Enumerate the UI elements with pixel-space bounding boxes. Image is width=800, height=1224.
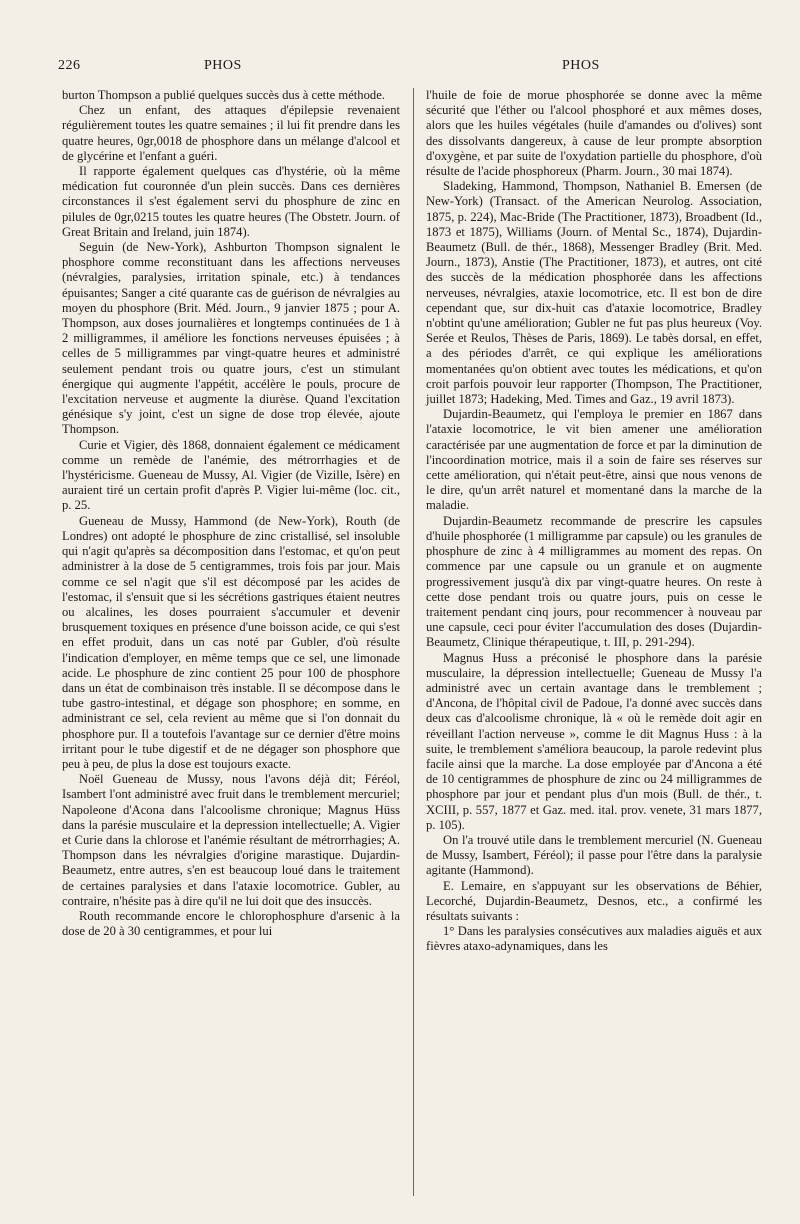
paragraph: Chez un enfant, des attaques d'épilepsie revenaient régulièrement toutes les quatre semaines ; il lui fit prendre dans les quatre heures, 0gr,0018 de phosphore dans un mélange d'alcool et de glycérine et l'enfant a guéri. xyxy=(62,103,400,163)
running-head-right: PHOS xyxy=(562,58,600,73)
paragraph: 1° Dans les paralysies consécutives aux maladies aiguës et aux fièvres ataxo-adynamiques, dans les xyxy=(426,924,762,954)
column-divider xyxy=(413,88,414,1196)
paragraph: Sladeking, Hammond, Thompson, Nathaniel B. Emersen (de New-York) (Transact. of the American Neurolog. Association, 1875, p. 224), Mac-Bride (The Practitioner, 1873), Broadbent (Id., 1873 et 1875), Williams (Journ. of Mental Sc., 1874), Dujardin-Beaumetz (Bull. de thér., 1868), Messenger Bradley (Brit. Med. Journ., 1873), Anstie (The Practitioner, 1873), et autres, ont cité des succès de la médication phosphorée dans les affections nerveuses, névralgies, ataxie locomotrice, etc. Il est bon de dire cependant que, sur dix-huit cas d'ataxie locomotrice, Bradley n'obtint qu'une amélioration; Gubler ne fut pas plus heureux (Voy. Serée et Reulos, Thèses de Paris, 1869). Le tabès dorsal, en effet, a des périodes d'arrêt, ce qui explique les améliorations momentanées qu'on obtient avec toutes les médications, et qu'on croit parfois pouvoir leur rapporter (Thompson, The Practitioner, juillet 1873; Hadeking, Med. Times and Gaz., 19 avril 1873). xyxy=(426,179,762,407)
paragraph: Dujardin-Beaumetz, qui l'employa le premier en 1867 dans l'ataxie locomotrice, le vit bien amener une amélioration caractérisée par une augmentation de force et par la diminution de l'incoordination motrice, mais il a soin de faire ses réserves sur cette amélioration, qui n'était peut-être, ainsi que nous venons de le dire, qu'un arrêt naturel et momentané dans la marche de la maladie. xyxy=(426,407,762,513)
paragraph: Curie et Vigier, dès 1868, donnaient également ce médicament comme un remède de l'anémie, des métrorrhagies et de l'hystéricisme. Gueneau de Mussy, Al. Vigier (de Vizille, Isère) en auraient tiré un certain profit d'après P. Vigier lui-même (loc. cit., p. 25. xyxy=(62,437,400,513)
paragraph: Noël Gueneau de Mussy, nous l'avons déjà dit; Féréol, Isambert l'ont administré avec fruit dans le tremblement mercuriel; Napoleone d'Acona dans l'alcoolisme chronique; Magnus Hüss dans la parésie musculaire et la depression intellectuelle; A. Vigier et Curie dans la chlorose et l'anémie résultant de métrorrhagies; A. Thompson dans les névralgies d'origine marastique. Dujardin-Beaumetz, entre autres, s'en est beaucoup loué dans le traitement de certaines paralysies et dans l'ataxie locomotrice. Gubler, au contraire, n'hésite pas à dire qu'il ne lui doit que des insuccès. xyxy=(62,772,400,908)
paragraph: Dujardin-Beaumetz recommande de prescrire les capsules d'huile phosphorée (1 milligramme par capsule) ou les granules de phosphure de zinc à 4 milligrammes au moment des repas. On commence par une capsule ou un granule et on augmente progressivement jusqu'à dix par vingt-quatre heures. On reste à cette dose pendant trois ou quatre jours, puis on cesse le traitement pendant cinq jours, pour recommencer à nouveau par une capsule, ceci pour éviter l'accumulation des doses (Dujardin-Beaumetz, Clinique thérapeutique, t. III, p. 291-294). xyxy=(426,513,762,650)
paragraph: Routh recommande encore le chlorophosphure d'arsenic à la dose de 20 à 30 centigrammes, et pour lui xyxy=(62,908,400,939)
paragraph: Il rapporte également quelques cas d'hystérie, où la même médication fut couronnée d'un plein succès. Dans ces dernières circonstances il s'est également servi du phosphure de zinc en pilules de 0gr,0215 toutes les quatre heures (The Obstetr. Journ. of Great Britain and Ireland, juin 1874). xyxy=(62,164,400,239)
paragraph: On l'a trouvé utile dans le tremblement mercuriel (N. Gueneau de Mussy, Isambert, Féréol); il passe pour l'être dans la paralysie agitante (Hammond). xyxy=(426,832,762,878)
paragraph: Seguin (de New-York), Ashburton Thompson signalent le phosphore comme reconstituant dans les affections nerveuses (névralgies, paralysies, irritation spinale, etc.) à tendances épuisantes; Sanger a cité quarante cas de guérison de névralgies au moyen du phosphore (Brit. Méd. Journ., 9 janvier 1875 ; pour A. Thompson, aux doses journalières et longtemps continuées de 1 à 2 milligrammes, il améliore les fonctions nerveuses épuisées ; à celles de 5 milligrammes par vingt-quatre heures et administré seulement pendant trois ou quatre jours, c'est un stimulant énergique qui augmente l'appétit, accélère le pouls, procure de l'excitation nerveuse et augmente la diurèse. Quand l'excitation génésique s'y joint, c'est un signe de dose trop élevée, ajoute Thompson. xyxy=(62,240,400,437)
paragraph: burton Thompson a publié quelques succès dus à cette méthode. xyxy=(62,88,385,102)
paragraph: Gueneau de Mussy, Hammond (de New-York), Routh (de Londres) ont adopté le phosphure de zinc cristallisé, sel insoluble qui n'agit qu'après sa décomposition dans l'estomac, et qu'on peut administrer à la dose de 5 centigrammes, trois fois par jour. Mais comme ce sel n'agit que s'il est décomposé par les acides de l'estomac, il s'ensuit que si les sécrétions gastriques étaient neutres ou alcalines, les doses pourraient s'accumuler et devenir brusquement toxiques en présence d'une boisson acide, ce qui s'est en effet produit, dans un cas noté par Gubler, d'où résulte l'indication d'employer, en même temps que ce sel, une limonade acide. Le phosphure de zinc contient 25 pour 100 de phosphore dans un état de combinaison très instable. Il se décompose dans le tube gastro-intestinal, et dégage son phosphore; en somme, en administrant ce sel, cela revient au même que si l'on donnait du phosphore pur. Il a toutefois l'avantage sur ce dernier d'être moins irritant pour le tube digestif et de ne dégager son phosphore que peu à peu, de plus la dose est toujours exacte. xyxy=(62,513,400,771)
page-header xyxy=(0,58,800,82)
left-column xyxy=(62,88,400,939)
page-number: 226 xyxy=(58,58,81,73)
paragraph: E. Lemaire, en s'appuyant sur les observations de Béhier, Lecorché, Dujardin-Beaumetz, Desnos, etc., a confirmé les résultats suivants : xyxy=(426,878,762,923)
paragraph: Magnus Huss a préconisé le phosphore dans la parésie musculaire, la dépression intellectuelle; Gueneau de Mussy l'a administré avec un certain avantage dans le tremblement ; d'Ancona, de l'hôpital civil de Padoue, l'a donné avec succès dans deux cas d'alcoolisme chronique, là « où le remède doit agir en réveillant l'action nerveuse », comme le dit Magnus Huss : à la suite, le tremblement s'améliora beaucoup, la parole redevint plus facile ainsi que la marche. La dose employée par d'Ancona a été de 10 centigrammes de phosphure de zinc ou 24 milligrammes de phosphore par jour et pendant plus d'un mois (Bull. de thér., t. XCIII, p. 557, 1877 et Gaz. med. ital. prov. venete, 31 mars 1877, p. 105). xyxy=(426,650,762,832)
running-head-left: PHOS xyxy=(204,58,242,73)
paragraph: l'huile de foie de morue phosphorée se donne avec la même sécurité que l'éther ou l'alcool phosphoré et aux mêmes doses, alors que les huiles végétales (huile d'amandes ou d'olives) sont des dissolvants dangereux, à cause de leur prompte absorption d'oxygène, et par suite de l'oxydation partielle du phosphore, d'où résulte de l'acide phosphoreux (Pharm. Journ., 30 mai 1874). xyxy=(426,88,762,179)
right-column xyxy=(426,88,762,955)
